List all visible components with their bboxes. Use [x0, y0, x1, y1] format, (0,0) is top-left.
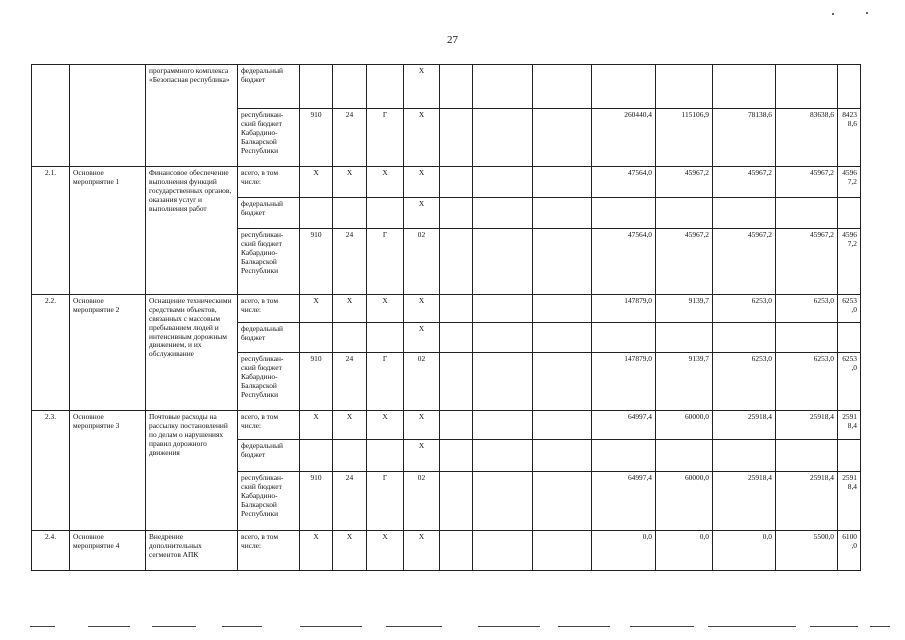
- item-number-cell: [32, 65, 70, 167]
- item-name: Основное мероприятие 1: [70, 167, 146, 295]
- value-year-5: 25918,4: [838, 411, 861, 440]
- item-description: Почтовые расходы на рассылку постановлений по делам о нарушениях правил дорожного движения: [146, 411, 238, 531]
- value-year-3: 25918,4: [713, 472, 776, 531]
- value-year-3: 78138,6: [713, 109, 776, 167]
- value-year-3: 45967,2: [713, 229, 776, 295]
- item-description: программного комплекса «Безопасная республика»: [146, 65, 238, 167]
- row-label-total: всего, в том числе:: [238, 295, 300, 323]
- scan-bottom-edge: [0, 626, 905, 636]
- scan-speck: [866, 12, 868, 14]
- table-row: федеральный бюджет Х: [32, 323, 861, 353]
- row-label-republic: республикан-ский бюджет Кабардино-Балкарской Республики: [238, 472, 300, 531]
- table-row: федеральный бюджет Х: [32, 440, 861, 472]
- value-year-5: 6253,0: [838, 353, 861, 411]
- code-pr: Г: [367, 109, 404, 167]
- value-year-2: 9139,7: [656, 295, 713, 323]
- table-row: [32, 65, 861, 109]
- row-label-federal: федеральный бюджет: [238, 198, 300, 229]
- item-description: Оснащение техническими средствами объектов, связанных с массовым пребыванием людей и интенсивным дорожным движением, и их обслуживание: [146, 295, 238, 411]
- code-cs: Х: [404, 65, 440, 109]
- value-year-4: 45967,2: [776, 167, 838, 198]
- row-label-total: всего, в том числе:: [238, 411, 300, 440]
- value-year-1: 47564,0: [592, 229, 656, 295]
- item-name: Основное мероприятие 4: [70, 531, 146, 571]
- value-year-2: 60000,0: [656, 472, 713, 531]
- row-label-republic: республикан-ский бюджет Кабардино-Балкарской Республики: [238, 109, 300, 167]
- code-cs: Х: [404, 109, 440, 167]
- row-label-federal: федеральный бюджет: [238, 323, 300, 353]
- item-description: Финансовое обеспечение выполнения функций государственных органов, оказания услуг и выполнения работ: [146, 167, 238, 295]
- value-year-1: 64997,4: [592, 472, 656, 531]
- item-description: Внедрение дополнительных сегментов АПК: [146, 531, 238, 571]
- value-year-1: 147879,0: [592, 295, 656, 323]
- table-row: 2.2. Основное мероприятие 2 Оснащение техническими средствами объектов, связанных с массовым пребыванием людей и интенсивным дорожным движением, и их обслуживание всего, в том числе: Х Х Х Х 147879,0 9139,7 6253,0 6253,0 6253,0: [32, 295, 861, 323]
- value-year-5: 6100,0: [838, 531, 861, 571]
- value-year-5: 6253,0: [838, 295, 861, 323]
- item-name: Основное мероприятие 3: [70, 411, 146, 531]
- item-number: 2.2.: [32, 295, 70, 411]
- table-row: республикан-ский бюджет Кабардино-Балкарской Республики 910 24 Г 02 147879,0 9139,7 6253,0 6253,0 6253,0: [32, 353, 861, 411]
- code-rz: 24: [333, 109, 367, 167]
- table-row: федеральный бюджет Х: [32, 198, 861, 229]
- table-row: 2.4. Основное мероприятие 4 Внедрение дополнительных сегментов АПК всего, в том числе: Х Х Х Х 0,0 0,0 0,0 5500,0 6100,0: [32, 531, 861, 571]
- row-label-total: всего, в том числе:: [238, 531, 300, 571]
- value-year-5: 84238,6: [838, 109, 861, 167]
- scan-speck: [832, 13, 834, 15]
- value-year-5: 25918,4: [838, 472, 861, 531]
- value-year-4: 5500,0: [776, 531, 838, 571]
- value-year-3: 25918,4: [713, 411, 776, 440]
- value-year-4: 25918,4: [776, 472, 838, 531]
- value-year-2: 9139,7: [656, 353, 713, 411]
- value-year-2: 60000,0: [656, 411, 713, 440]
- item-number: 2.3.: [32, 411, 70, 531]
- value-year-1: 260440,4: [592, 109, 656, 167]
- page-number: 27: [447, 34, 458, 46]
- value-year-5: 45967,2: [838, 167, 861, 198]
- value-year-4: 25918,4: [776, 411, 838, 440]
- value-year-4: 6253,0: [776, 353, 838, 411]
- value-year-1: 147879,0: [592, 353, 656, 411]
- value-year-3: 0,0: [713, 531, 776, 571]
- value-year-3: 6253,0: [713, 295, 776, 323]
- value-year-5: 45967,2: [838, 229, 861, 295]
- value-year-2: 115106,9: [656, 109, 713, 167]
- table-row: 2.3. Основное мероприятие 3 Почтовые расходы на рассылку постановлений по делам о нарушениях правил дорожного движения всего, в том числе: Х Х Х Х 64997,4 60000,0 25918,4 25918,4 25918,4: [32, 411, 861, 440]
- value-year-3: 6253,0: [713, 353, 776, 411]
- value-year-3: 45967,2: [713, 167, 776, 198]
- value-year-2: 0,0: [656, 531, 713, 571]
- item-name: Основное мероприятие 2: [70, 295, 146, 411]
- item-number: 2.1.: [32, 167, 70, 295]
- table-row: республикан-ский бюджет Кабардино-Балкарской Республики 910 24 Г 02 47564,0 45967,2 45967,2 45967,2 45967,2: [32, 229, 861, 295]
- value-year-1: 47564,0: [592, 167, 656, 198]
- item-name-cell: [70, 65, 146, 167]
- value-year-2: 45967,2: [656, 229, 713, 295]
- row-label-federal: федеральный бюджет: [238, 65, 300, 109]
- code-grbs: 910: [300, 109, 333, 167]
- row-label-republic: республикан-ский бюджет Кабардино-Балкарской Республики: [238, 353, 300, 411]
- value-year-4: 6253,0: [776, 295, 838, 323]
- table-row: 2.1. Основное мероприятие 1 Финансовое обеспечение выполнения функций государственных органов, оказания услуг и выполнения работ всего, в том числе: Х Х Х Х 47564,0 45967,2 45967,2 45967,2 45967,2: [32, 167, 861, 198]
- row-label-total: всего, в том числе:: [238, 167, 300, 198]
- value-year-1: 64997,4: [592, 411, 656, 440]
- value-year-4: 45967,2: [776, 229, 838, 295]
- value-year-4: 83638,6: [776, 109, 838, 167]
- table-row: республикан-ский бюджет Кабардино-Балкарской Республики 910 24 Г 02 64997,4 60000,0 25918,4 25918,4 25918,4: [32, 472, 861, 531]
- budget-table: [31, 64, 861, 571]
- row-label-republic: республикан-ский бюджет Кабардино-Балкарской Республики: [238, 229, 300, 295]
- value-year-1: 0,0: [592, 531, 656, 571]
- row-label-federal: федеральный бюджет: [238, 440, 300, 472]
- item-number: 2.4.: [32, 531, 70, 571]
- value-year-2: 45967,2: [656, 167, 713, 198]
